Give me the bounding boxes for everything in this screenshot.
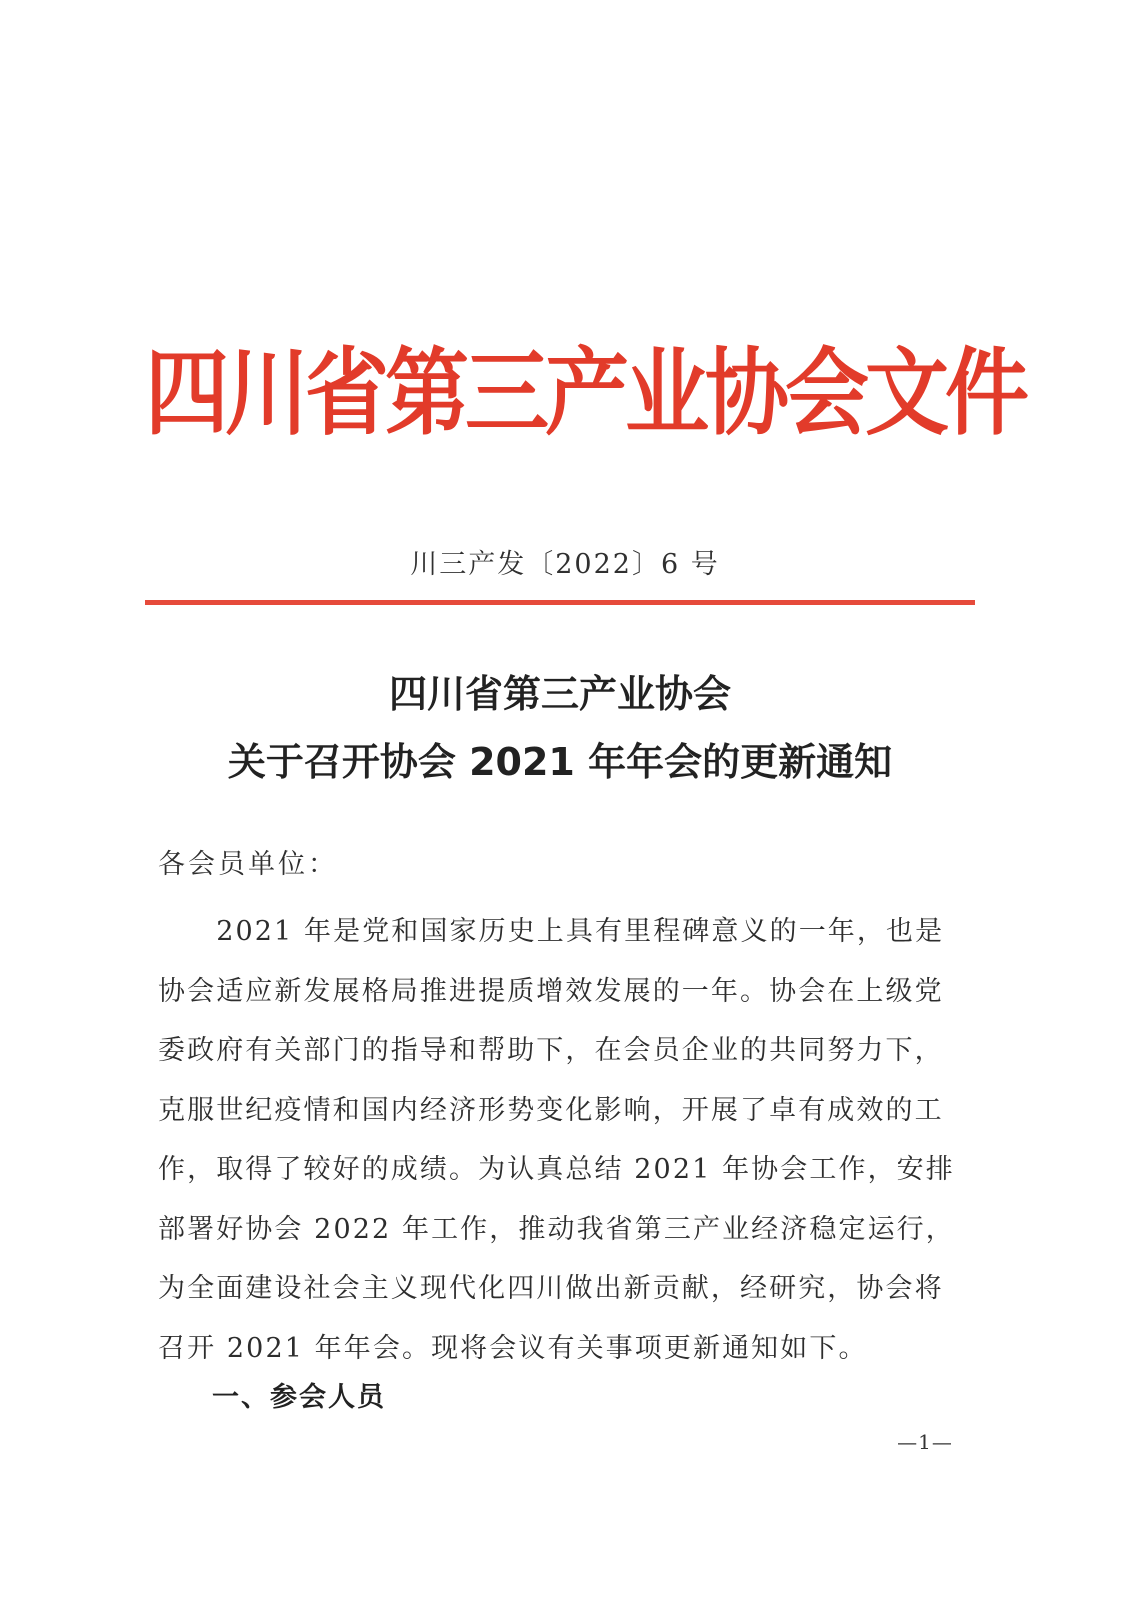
title-line-1: 四川省第三产业协会 — [388, 672, 731, 716]
header-char: 产 — [545, 337, 630, 448]
section-heading: 一、参会人员 — [212, 1382, 386, 1413]
body-line: 作，取得了较好的成绩。为认真总结 2021 年协会工作，安排 — [158, 1154, 955, 1185]
salutation: 各会员单位： — [158, 849, 338, 880]
header-char: 会 — [785, 337, 870, 448]
header-char: 文 — [865, 337, 950, 448]
page-number: —1— — [897, 1430, 953, 1454]
body-line: 为全面建设社会主义现代化四川做出新贡献，经研究，协会将 — [158, 1273, 944, 1304]
document-title — [145, 660, 975, 796]
body-line: 委政府有关部门的指导和帮助下，在会员企业的共同努力下， — [158, 1035, 944, 1066]
title-line-2: 关于召开协会 2021 年年会的更新通知 — [227, 740, 893, 784]
header-char: 协 — [705, 337, 790, 448]
red-divider-line — [145, 600, 975, 605]
body-line: 2021 年是党和国家历史上具有里程碑意义的一年，也是 — [158, 916, 945, 947]
header-char: 川 — [225, 337, 310, 448]
document-number: 川三产发〔2022〕6 号 — [410, 549, 720, 580]
header-char: 第 — [385, 337, 470, 448]
header-char: 件 — [945, 337, 1030, 448]
body-line: 协会适应新发展格局推进提质增效发展的一年。协会在上级党 — [158, 975, 944, 1007]
body-line: 召开 2021 年年会。现将会议有关事项更新通知如下。 — [158, 1332, 868, 1364]
header-char: 三 — [465, 337, 550, 448]
body-line: 克服世纪疫情和国内经济形势变化影响，开展了卓有成效的工 — [158, 1094, 944, 1126]
body-paragraph — [158, 902, 955, 1378]
header-char: 业 — [625, 337, 710, 448]
header-char: 省 — [305, 337, 390, 448]
header-char: 四 — [145, 337, 230, 448]
body-line: 部署好协会 2022 年工作，推动我省第三产业经济稳定运行， — [158, 1213, 955, 1245]
red-header-title — [145, 323, 1030, 463]
